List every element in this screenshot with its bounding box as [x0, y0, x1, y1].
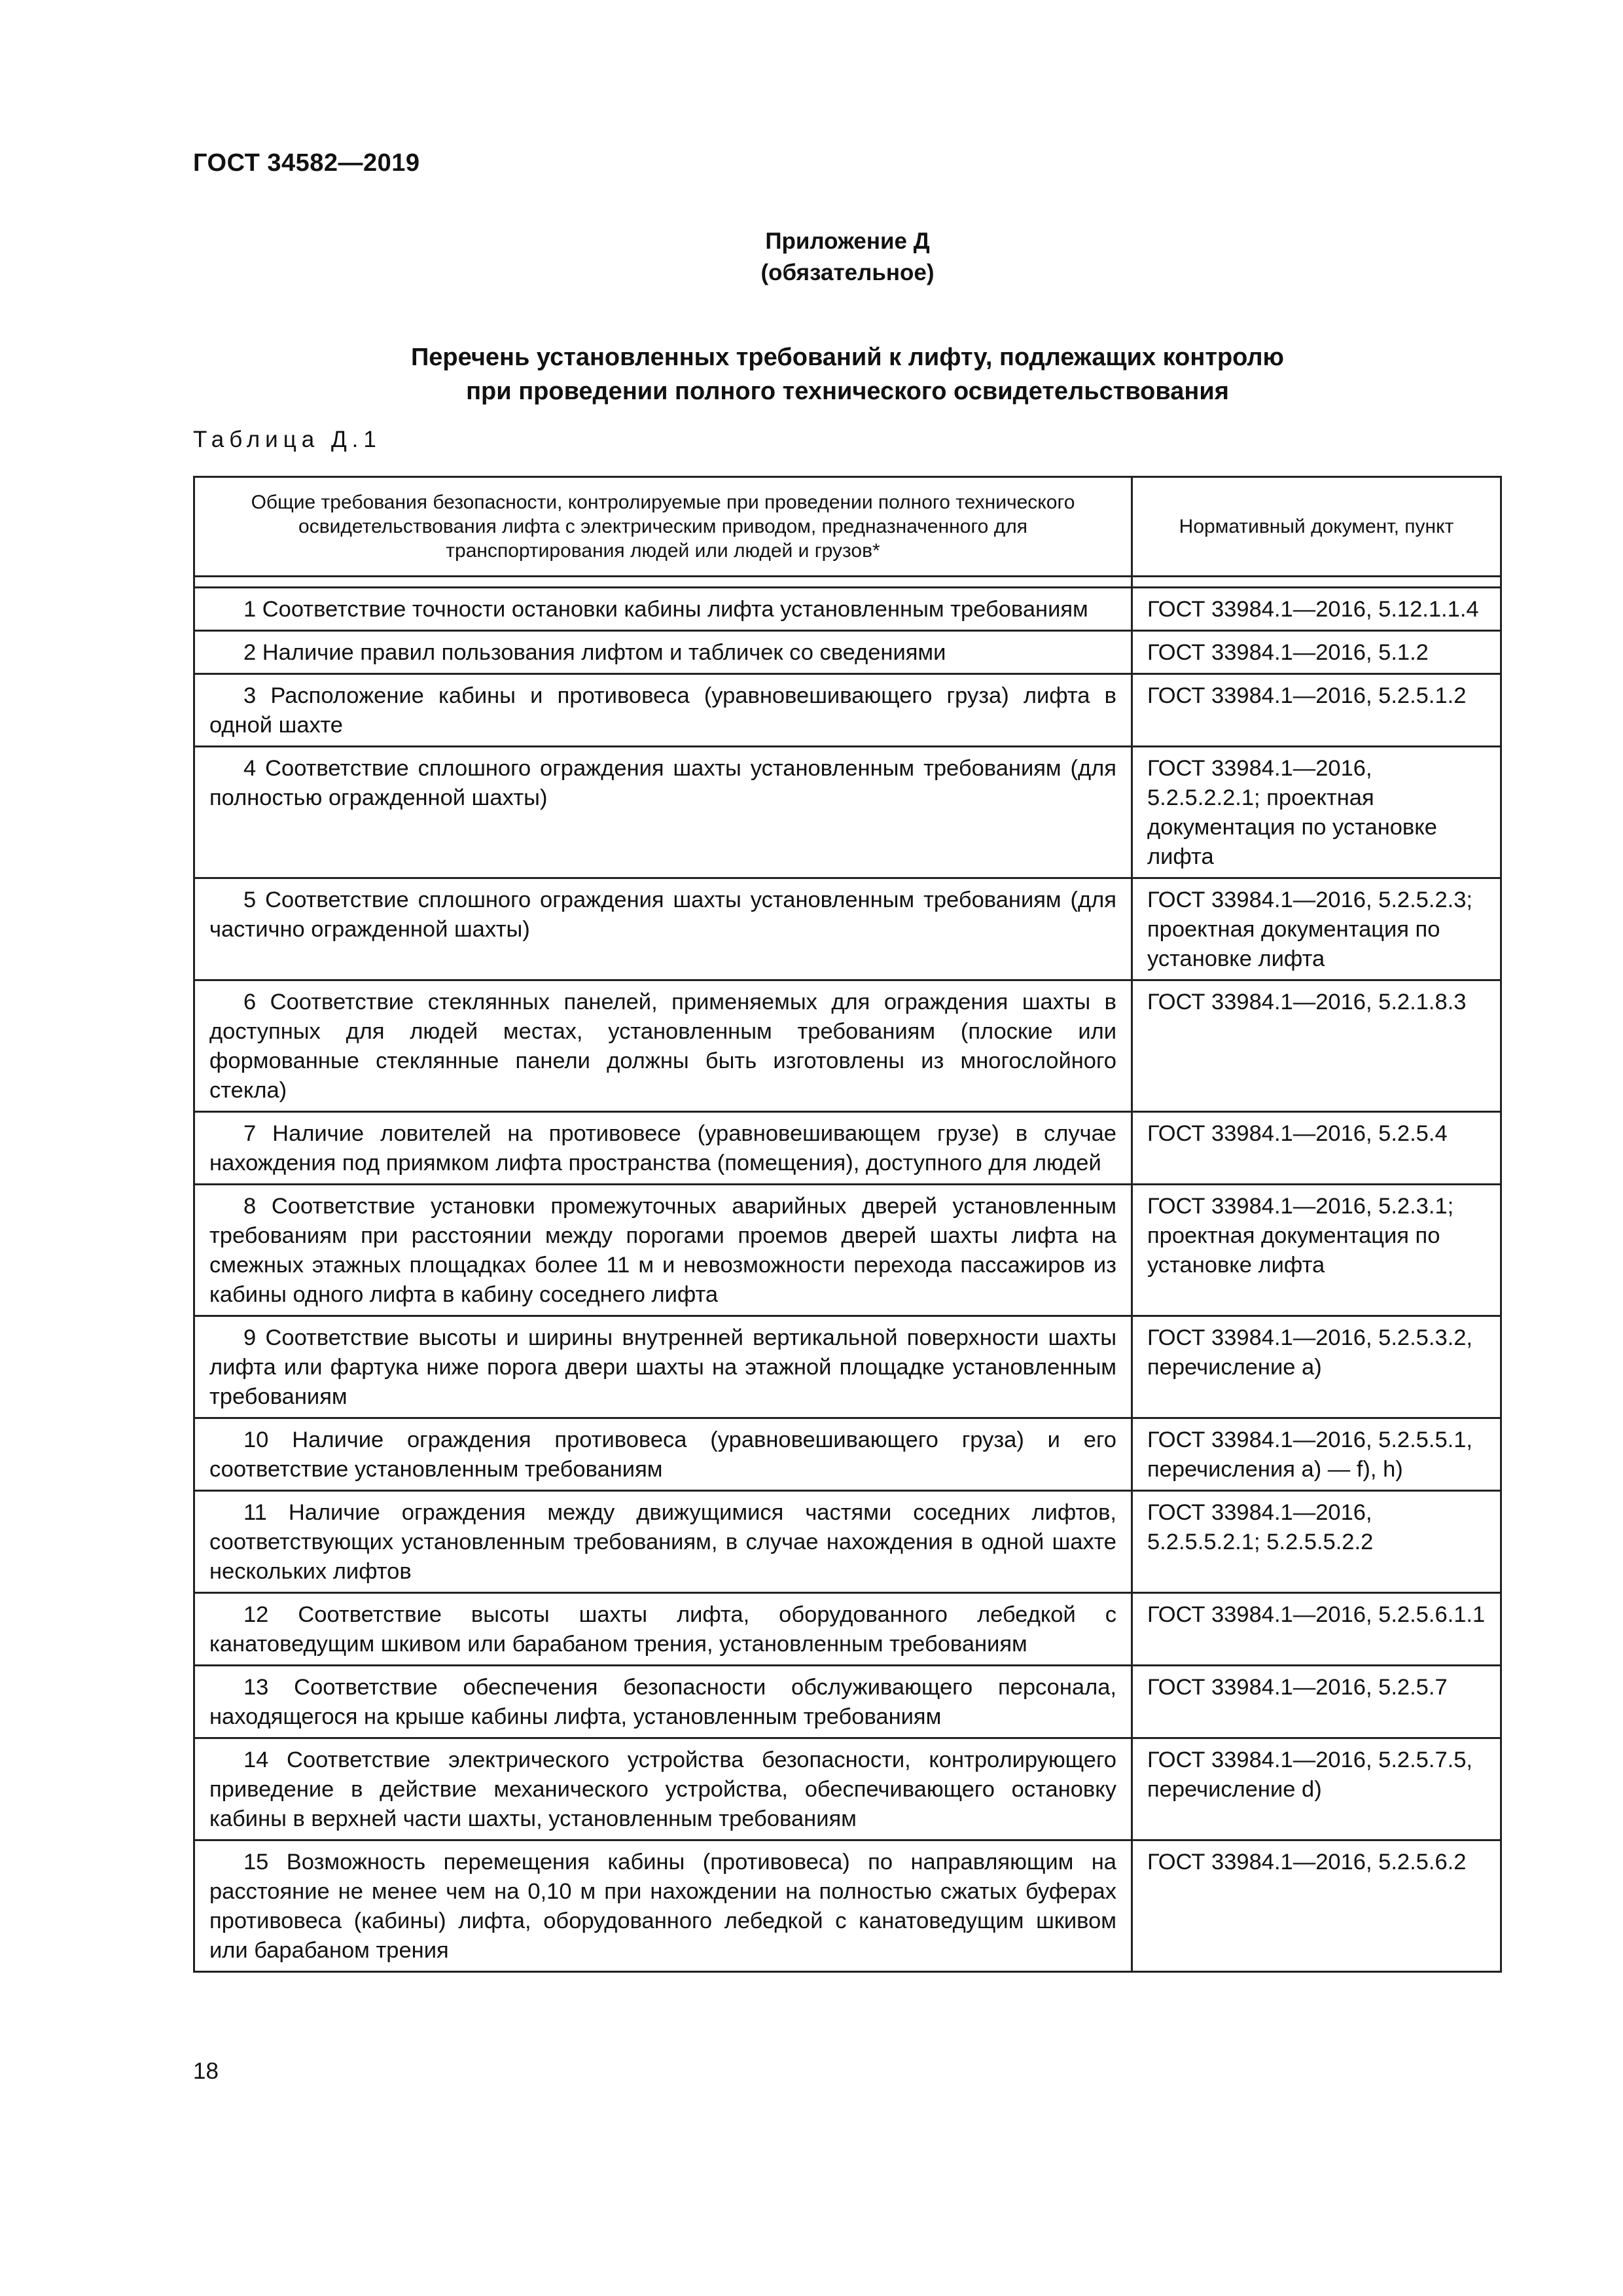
table-header: [194, 477, 1501, 577]
reference-cell: ГОСТ 33984.1—2016, 5.2.5.6.1.1: [1132, 1593, 1501, 1666]
requirement-cell: 5 Соответствие сплошного ограждения шахты установленным требованиям (для частично огражденной шахты): [194, 878, 1132, 980]
table-row: [194, 1418, 1501, 1491]
requirement-cell: 13 Соответствие обеспечения безопасности обслуживающего персонала, находящегося на крыше кабины лифта, установленным требованиям: [194, 1666, 1132, 1738]
table-row: [194, 1185, 1501, 1316]
requirement-cell: 2 Наличие правил пользования лифтом и табличек со сведениями: [194, 631, 1132, 674]
requirement-cell: 3 Расположение кабины и противовеса (уравновешивающего груза) лифта в одной шахте: [194, 674, 1132, 747]
column-header-reference: Нормативный документ, пункт: [1132, 477, 1501, 577]
document-title-line-2: при проведении полного технического освидетельствования: [466, 378, 1229, 405]
table-row: [194, 878, 1501, 980]
table-row: [194, 1666, 1501, 1738]
table-row: [194, 1840, 1501, 1972]
requirement-cell: 9 Соответствие высоты и ширины внутренней вертикальной поверхности шахты лифта или фартука ниже порога двери шахты на этажной площадке установленным требованиям: [194, 1316, 1132, 1418]
table-row: [194, 747, 1501, 878]
annex-heading: [0, 226, 1623, 289]
requirement-cell: 1 Соответствие точности остановки кабины лифта установленным требованиям: [194, 588, 1132, 631]
table-row: [194, 980, 1501, 1112]
table-row: [194, 1491, 1501, 1593]
column-header-requirements: Общие требования безопасности, контролируемые при проведении полного технического освидетельствования лифта с электрическим приводом, предназначенного для транспортирования людей или людей и грузов*: [194, 477, 1132, 577]
reference-cell: ГОСТ 33984.1—2016, 5.2.5.2.2.1; проектная документация по установке лифта: [1132, 747, 1501, 878]
annex-title: Приложение Д: [765, 228, 930, 254]
reference-cell: ГОСТ 33984.1—2016, 5.2.5.5.2.1; 5.2.5.5.2.2: [1132, 1491, 1501, 1593]
reference-cell: ГОСТ 33984.1—2016, 5.1.2: [1132, 631, 1501, 674]
reference-cell: ГОСТ 33984.1—2016, 5.2.5.7.5, перечисление d): [1132, 1738, 1501, 1840]
document-title: [0, 340, 1623, 408]
reference-cell: ГОСТ 33984.1—2016, 5.2.5.2.3; проектная документация по установке лифта: [1132, 878, 1501, 980]
table-row: [194, 1738, 1501, 1840]
reference-cell: ГОСТ 33984.1—2016, 5.12.1.1.4: [1132, 588, 1501, 631]
requirement-cell: 7 Наличие ловителей на противовесе (уравновешивающем грузе) в случае нахождения под приямком лифта пространства (помещения), доступного для людей: [194, 1112, 1132, 1185]
reference-cell: ГОСТ 33984.1—2016, 5.2.5.1.2: [1132, 674, 1501, 747]
requirement-cell: 14 Соответствие электрического устройства безопасности, контролирующего приведение в действие механического устройства, обеспечивающего остановку кабины в верхней части шахты, установленным требованиям: [194, 1738, 1132, 1840]
header-separator: [194, 577, 1501, 588]
table-body: [194, 577, 1501, 1972]
reference-cell: ГОСТ 33984.1—2016, 5.2.5.3.2, перечисление а): [1132, 1316, 1501, 1418]
reference-cell: ГОСТ 33984.1—2016, 5.2.5.5.1, перечисления а) — f), h): [1132, 1418, 1501, 1491]
reference-cell: ГОСТ 33984.1—2016, 5.2.5.4: [1132, 1112, 1501, 1185]
table-caption: Таблица Д.1: [193, 427, 382, 452]
requirements-table: [193, 476, 1502, 1973]
requirement-cell: 15 Возможность перемещения кабины (противовеса) по направляющим на расстояние не менее чем на 0,10 м при нахождении на полностью сжатых буферах противовеса (кабины) лифта, оборудованного лебедкой с канатоведущим шкивом или барабаном трения: [194, 1840, 1132, 1972]
table-row: [194, 588, 1501, 631]
requirement-cell: 6 Соответствие стеклянных панелей, применяемых для ограждения шахты в доступных для людей местах, установленным требованиям (плоские или формованные стеклянные панели должны быть изготовлены из многослойного стекла): [194, 980, 1132, 1112]
table-row: [194, 631, 1501, 674]
requirement-cell: 12 Соответствие высоты шахты лифта, оборудованного лебедкой с канатоведущим шкивом или барабаном трения, установленным требованиям: [194, 1593, 1132, 1666]
reference-cell: ГОСТ 33984.1—2016, 5.2.3.1; проектная документация по установке лифта: [1132, 1185, 1501, 1316]
reference-cell: ГОСТ 33984.1—2016, 5.2.1.8.3: [1132, 980, 1501, 1112]
table-row: [194, 1112, 1501, 1185]
requirement-cell: 11 Наличие ограждения между движущимися частями соседних лифтов, соответствующих установленным требованиям, в случае нахождения в одной шахте нескольких лифтов: [194, 1491, 1132, 1593]
reference-cell: ГОСТ 33984.1—2016, 5.2.5.7: [1132, 1666, 1501, 1738]
requirement-cell: 4 Соответствие сплошного ограждения шахты установленным требованиям (для полностью огражденной шахты): [194, 747, 1132, 878]
reference-cell: ГОСТ 33984.1—2016, 5.2.5.6.2: [1132, 1840, 1501, 1972]
table-row: [194, 674, 1501, 747]
table-row: [194, 1316, 1501, 1418]
requirement-cell: 10 Наличие ограждения противовеса (уравновешивающего груза) и его соответствие установленным требованиям: [194, 1418, 1132, 1491]
standard-designation: ГОСТ 34582—2019: [193, 149, 420, 177]
document-title-line-1: Перечень установленных требований к лифту, подлежащих контролю: [410, 344, 1285, 371]
table-row: [194, 1593, 1501, 1666]
annex-status: (обязательное): [760, 260, 935, 285]
requirement-cell: 8 Соответствие установки промежуточных аварийных дверей установленным требованиям при расстоянии между порогами проемов дверей шахты лифта на смежных этажных площадках более 11 м и невозможности перехода пассажиров из кабины одного лифта в кабину соседнего лифта: [194, 1185, 1132, 1316]
page-number: 18: [193, 2058, 219, 2084]
table-header-row: [194, 477, 1501, 577]
